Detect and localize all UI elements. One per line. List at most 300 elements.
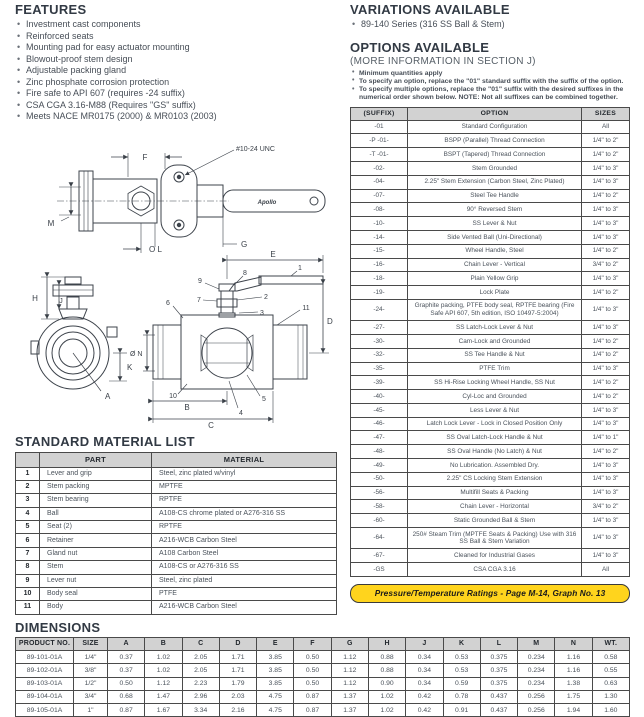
column-header: B (145, 637, 182, 651)
column-header: SIZES (582, 107, 630, 120)
cell: PTFE (152, 587, 337, 600)
cell: 2.23 (182, 677, 219, 690)
right-column (350, 2, 630, 615)
cell: 4 (16, 507, 40, 520)
cell: Body seal (40, 587, 152, 600)
table-row (16, 480, 337, 493)
column-header: SIZE (74, 637, 108, 651)
cell: 1.16 (555, 664, 592, 677)
options-title: OPTIONS AVAILABLE (350, 39, 490, 55)
cell: 1/4" to 3" (582, 230, 630, 244)
table-row (351, 299, 630, 320)
table-row (351, 527, 630, 548)
list-item: • To specify an option, replace the "01" standard suffix with the suffix of the option. (350, 78, 630, 86)
dimensions-title: DIMENSIONS (15, 619, 101, 635)
cell: 1/4" to 3" (582, 162, 630, 176)
cell: Gland nut (40, 547, 152, 560)
dim-label-d: D (327, 316, 333, 326)
cell: SS Oval Latch-Lock Handle & Nut (408, 431, 582, 445)
column-header: D (219, 637, 256, 651)
cell: 0.87 (294, 690, 331, 703)
column-header: M (518, 637, 555, 651)
cell: Stem (40, 561, 152, 574)
cell: 0.88 (368, 651, 405, 664)
table-row (351, 459, 630, 473)
variations-list (350, 19, 630, 31)
cell: -56- (351, 486, 408, 500)
table-row (351, 134, 630, 148)
header-row (16, 637, 630, 651)
table-row (16, 547, 337, 560)
cell: 0.53 (443, 664, 480, 677)
list-item: • Meets NACE MR0175 (2000) & MR0103 (2003) (15, 111, 337, 123)
callout-11: 11 (302, 304, 310, 312)
cell: 2.25" Stem Extension (Carbon Steel, Zinc Plated) (408, 175, 582, 189)
dimensions-section (15, 620, 630, 717)
column-header: PART (40, 452, 152, 467)
cell: Standard Configuration (408, 120, 582, 134)
cell: -07- (351, 189, 408, 203)
cell: 3.85 (257, 677, 294, 690)
list-item: • Reinforced seats (15, 31, 337, 43)
cell: 1.02 (145, 664, 182, 677)
cell: A216-WCB Carbon Steel (152, 601, 337, 614)
callout-5: 5 (262, 395, 266, 403)
column-header: K (443, 637, 480, 651)
dim-label-g: G (241, 239, 248, 249)
callout-8: 8 (243, 269, 247, 277)
list-item: • Zinc phosphate corrosion protection (15, 77, 337, 89)
cell: Wheel Handle, Steel (408, 244, 582, 258)
list-item: • 89-140 Series (316 SS Ball & Stem) (350, 19, 630, 31)
cell: -64- (351, 527, 408, 548)
cell: 1.47 (145, 690, 182, 703)
column-header: G (331, 637, 368, 651)
cell: SS Hi-Rise Locking Wheel Handle, SS Nut (408, 376, 582, 390)
cell: -14- (351, 230, 408, 244)
cell: 0.256 (518, 703, 555, 716)
cell: -GS (351, 563, 408, 577)
column-header: C (182, 637, 219, 651)
technical-drawing (15, 129, 337, 434)
cell: 3/8" (74, 664, 108, 677)
cell: 1/2" (74, 677, 108, 690)
cell: 1.12 (331, 664, 368, 677)
cell: Latch Lock Lever - Lock in Closed Position Only (408, 417, 582, 431)
cell: Stem Grounded (408, 162, 582, 176)
cell: 3/4" (74, 690, 108, 703)
cell: 0.91 (443, 703, 480, 716)
cell: 2.05 (182, 651, 219, 664)
cell: 2.16 (219, 703, 256, 716)
cell: Chain Lever - Vertical (408, 258, 582, 272)
cell: Steel, zinc plated (152, 574, 337, 587)
cell: A108 Carbon Steel (152, 547, 337, 560)
dim-label-n: Ø N (130, 350, 143, 358)
cell: -58- (351, 500, 408, 514)
valve-drawing-svg (15, 129, 337, 429)
table-row (351, 445, 630, 459)
cell: 250# Steam Trim (MPTFE Seats & Packing) Use with 316 SS Ball & Stem Variation (408, 527, 582, 548)
cell: All (582, 120, 630, 134)
table-row (351, 230, 630, 244)
table-row (351, 514, 630, 528)
cell: 0.37 (108, 651, 145, 664)
cell: 1.71 (219, 651, 256, 664)
cell: 3 (16, 494, 40, 507)
cell: Cyl-Loc and Grounded (408, 390, 582, 404)
cell: 1 (16, 467, 40, 480)
cell: Less Lever & Nut (408, 403, 582, 417)
table-row (351, 403, 630, 417)
header-row (351, 107, 630, 120)
cell: -40- (351, 390, 408, 404)
cell: 1/4" to 3" (582, 217, 630, 231)
cell: 6 (16, 534, 40, 547)
table-row (351, 500, 630, 514)
cell: 0.90 (368, 677, 405, 690)
callout-4: 4 (239, 409, 243, 417)
cell: Steel Tee Handle (408, 189, 582, 203)
column-header: WT. (592, 637, 629, 651)
column-header: OPTION (408, 107, 582, 120)
callout-10: 10 (169, 392, 177, 400)
cell: 1/4" to 3" (582, 272, 630, 286)
list-item: • Minimum quantities apply (350, 70, 630, 78)
callout-1: 1 (298, 264, 302, 272)
table-row (351, 217, 630, 231)
column-header: J (406, 637, 443, 651)
options-subtitle: (MORE INFORMATION IN SECTION J) (350, 55, 536, 67)
table-row (351, 321, 630, 335)
table-row (16, 467, 337, 480)
cell: 0.58 (592, 651, 629, 664)
dim-label-e: E (270, 249, 276, 259)
cell: 1" (74, 703, 108, 716)
cell: 5 (16, 521, 40, 534)
list-item: • Adjustable packing gland (15, 65, 337, 77)
table-row (351, 272, 630, 286)
table-row (351, 472, 630, 486)
cell: SS Lever & Nut (408, 217, 582, 231)
cell: 0.34 (406, 651, 443, 664)
table-row (16, 664, 630, 677)
cell: 0.42 (406, 690, 443, 703)
cell: -18- (351, 272, 408, 286)
cell: 10 (16, 587, 40, 600)
cell: 1.67 (145, 703, 182, 716)
cell: SS Oval Handle (No Latch) & Nut (408, 445, 582, 459)
cell: 0.42 (406, 703, 443, 716)
list-item: • Fire safe to API 607 (requires -24 suffix) (15, 88, 337, 100)
cell: BSPP (Parallel) Thread Connection (408, 134, 582, 148)
cell: Stem packing (40, 480, 152, 493)
cell: -50- (351, 472, 408, 486)
cell: 0.375 (480, 664, 517, 677)
list-item: • Blowout-proof stem design (15, 54, 337, 66)
cell: 1.38 (555, 677, 592, 690)
cell: 1/4" to 3" (582, 549, 630, 563)
cell: -45- (351, 403, 408, 417)
cell: 7 (16, 547, 40, 560)
cell: Plain Yellow Grip (408, 272, 582, 286)
cell: 1.94 (555, 703, 592, 716)
options-notes (350, 70, 630, 103)
cell: 2.96 (182, 690, 219, 703)
table-row (351, 175, 630, 189)
variations-title: VARIATIONS AVAILABLE (350, 2, 510, 17)
cell: 0.50 (294, 651, 331, 664)
table-row (351, 335, 630, 349)
table-row (16, 521, 337, 534)
cell: 1.12 (331, 651, 368, 664)
cell: 1/4" to 3" (582, 321, 630, 335)
cell: 2 (16, 480, 40, 493)
cell: MPTFE (152, 480, 337, 493)
cell: 8 (16, 561, 40, 574)
callout-6: 6 (166, 299, 170, 307)
table-row (351, 203, 630, 217)
table-row (351, 486, 630, 500)
cell: 1/4" to 3" (582, 417, 630, 431)
cell: 9 (16, 574, 40, 587)
cell: 3.85 (257, 651, 294, 664)
cell: Lever and grip (40, 467, 152, 480)
cell: A108-CS chrome plated or A276-316 SS (152, 507, 337, 520)
cell: A108-CS or A276-316 SS (152, 561, 337, 574)
pressure-ratings-banner: Pressure/Temperature Ratings - Page M-14, Graph No. 13 (350, 584, 630, 603)
cell: 1.02 (368, 690, 405, 703)
cell: 89-101-01A (16, 651, 74, 664)
table-row (16, 690, 630, 703)
cell: -24- (351, 299, 408, 320)
cell: -01 (351, 120, 408, 134)
cell: 4.75 (257, 690, 294, 703)
dimensions-table (15, 637, 630, 717)
column-header: F (294, 637, 331, 651)
cell: A216-WCB Carbon Steel (152, 534, 337, 547)
cell: 3.85 (257, 664, 294, 677)
cell: 89-102-01A (16, 664, 74, 677)
cell: 0.256 (518, 690, 555, 703)
cell: 0.55 (592, 664, 629, 677)
cell: Retainer (40, 534, 152, 547)
material-list-section (15, 434, 337, 615)
cell: -04- (351, 175, 408, 189)
cell: -48- (351, 445, 408, 459)
cell: 90° Reversed Stem (408, 203, 582, 217)
cell: 2.05 (182, 664, 219, 677)
table-row (351, 563, 630, 577)
cell: 3/4" to 2" (582, 500, 630, 514)
cell: 1.79 (219, 677, 256, 690)
cell: Ball (40, 507, 152, 520)
table-row (16, 587, 337, 600)
cell: 2.03 (219, 690, 256, 703)
dim-label-k: K (127, 362, 133, 372)
cell: 0.87 (108, 703, 145, 716)
cell: 0.437 (480, 703, 517, 716)
cell: 0.68 (108, 690, 145, 703)
dim-label-j: J (59, 297, 63, 305)
cell: -10- (351, 217, 408, 231)
cell: 1.02 (145, 651, 182, 664)
cell: 1/4" to 2" (582, 335, 630, 349)
cell: -27- (351, 321, 408, 335)
cell: BSPT (Tapered) Thread Connection (408, 148, 582, 162)
cell: No Lubrication. Assembled Dry. (408, 459, 582, 473)
cell: Chain Lever - Horizontal (408, 500, 582, 514)
table-row (351, 362, 630, 376)
cell: 1.75 (555, 690, 592, 703)
table-row (16, 574, 337, 587)
table-row (351, 417, 630, 431)
column-header: (SUFFIX) (351, 107, 408, 120)
callout-9: 9 (198, 277, 202, 285)
cell: Side Vented Ball (Uni-Directional) (408, 230, 582, 244)
cell: 1/4" to 1" (582, 431, 630, 445)
cell: 1.16 (555, 651, 592, 664)
cell: 0.78 (443, 690, 480, 703)
cell: 0.34 (406, 677, 443, 690)
cell: 0.234 (518, 651, 555, 664)
cell: 0.375 (480, 677, 517, 690)
cell: 1/4" to 3" (582, 459, 630, 473)
cell: 1/4" to 3" (582, 486, 630, 500)
table-row (351, 162, 630, 176)
cell: Seat (2) (40, 521, 152, 534)
dim-label-m: M (47, 218, 55, 228)
column-header (16, 452, 40, 467)
cell: 1/4" to 2" (582, 445, 630, 459)
cell: 0.50 (294, 664, 331, 677)
column-header: L (480, 637, 517, 651)
table-row (351, 549, 630, 563)
cell: 1/4" to 3" (582, 175, 630, 189)
table-row (16, 494, 337, 507)
cell: 1/4" to 2" (582, 286, 630, 300)
table-row (351, 390, 630, 404)
cell: -47- (351, 431, 408, 445)
dim-label-h: H (32, 293, 38, 303)
cell: CSA CGA 3.16 (408, 563, 582, 577)
dim-label-b: B (184, 402, 190, 412)
cell: Cleaned for Industrial Gases (408, 549, 582, 563)
cell: Static Grounded Ball & Stem (408, 514, 582, 528)
cell: 11 (16, 601, 40, 614)
column-header: N (555, 637, 592, 651)
cell: 0.234 (518, 664, 555, 677)
cell: All (582, 563, 630, 577)
cell: 1/4" to 3" (582, 472, 630, 486)
cell: Lock Plate (408, 286, 582, 300)
table-row (351, 258, 630, 272)
cell: -32- (351, 348, 408, 362)
features-list (15, 19, 337, 123)
cell: 4.75 (257, 703, 294, 716)
cell: -T -01- (351, 148, 408, 162)
options-section (350, 40, 630, 603)
table-row (351, 348, 630, 362)
handle-brand-text: Apollo (257, 199, 277, 206)
table-row (351, 286, 630, 300)
list-item: • CSA CGA 3.16-M88 (Requires "GS" suffix) (15, 100, 337, 112)
cell: 1.37 (331, 703, 368, 716)
options-table (350, 107, 630, 577)
cell: 0.88 (368, 664, 405, 677)
material-table (15, 452, 337, 615)
cell: 1/4" to 3" (582, 403, 630, 417)
cell: -16- (351, 258, 408, 272)
cell: 0.63 (592, 677, 629, 690)
cell: 1.02 (368, 703, 405, 716)
cell: 1.30 (592, 690, 629, 703)
cell: 0.50 (294, 677, 331, 690)
cell: 2.25" CS Locking Stem Extension (408, 472, 582, 486)
cell: 0.59 (443, 677, 480, 690)
table-row (16, 601, 337, 614)
cell: 1/4" to 2" (582, 390, 630, 404)
header-row (16, 452, 337, 467)
table-row (351, 120, 630, 134)
cell: -60- (351, 514, 408, 528)
features-title: FEATURES (15, 2, 87, 17)
cell: -49- (351, 459, 408, 473)
list-item: • Mounting pad for easy actuator mounting (15, 42, 337, 54)
cell: 89-103-01A (16, 677, 74, 690)
column-header: A (108, 637, 145, 651)
cell: -15- (351, 244, 408, 258)
cell: 1/4" to 3" (582, 299, 630, 320)
table-row (351, 189, 630, 203)
table-row (16, 703, 630, 716)
cell: 1/4" to 2" (582, 134, 630, 148)
cell: 1/4" to 3" (582, 203, 630, 217)
cell: 1/4" to 2" (582, 148, 630, 162)
cell: 1/4" to 2" (582, 189, 630, 203)
cell: 0.34 (406, 664, 443, 677)
cell: 1/4" to 3" (582, 362, 630, 376)
cell: -P -01- (351, 134, 408, 148)
cell: SS Tee Handle & Nut (408, 348, 582, 362)
cell: 0.87 (294, 703, 331, 716)
cell: 1.71 (219, 664, 256, 677)
cell: -46- (351, 417, 408, 431)
dim-label-unc: #10-24 UNC (236, 145, 275, 153)
cell: 1.12 (145, 677, 182, 690)
column-header: MATERIAL (152, 452, 337, 467)
cell: Stem bearing (40, 494, 152, 507)
cell: 89-104-01A (16, 690, 74, 703)
list-item: • Investment cast components (15, 19, 337, 31)
dim-label-f: F (142, 152, 148, 162)
dim-label-a: A (105, 391, 111, 401)
cell: -30- (351, 335, 408, 349)
callout-2: 2 (264, 293, 268, 301)
cell: 1/4" to 2" (582, 376, 630, 390)
features-section (15, 2, 337, 123)
table-row (16, 534, 337, 547)
table-row (351, 148, 630, 162)
callout-3: 3 (260, 309, 264, 317)
cell: Graphite packing, PTFE body seal, RPTFE bearing (Fire Safe API 607, 5th edition, ISO 10497-5:2004) (408, 299, 582, 320)
dim-label-ol: O L (149, 244, 162, 254)
table-row (351, 244, 630, 258)
cell: -02- (351, 162, 408, 176)
cell: 1.60 (592, 703, 629, 716)
cell: SS Latch-Lock Lever & Nut (408, 321, 582, 335)
cell: 1/4" to 3" (582, 527, 630, 548)
